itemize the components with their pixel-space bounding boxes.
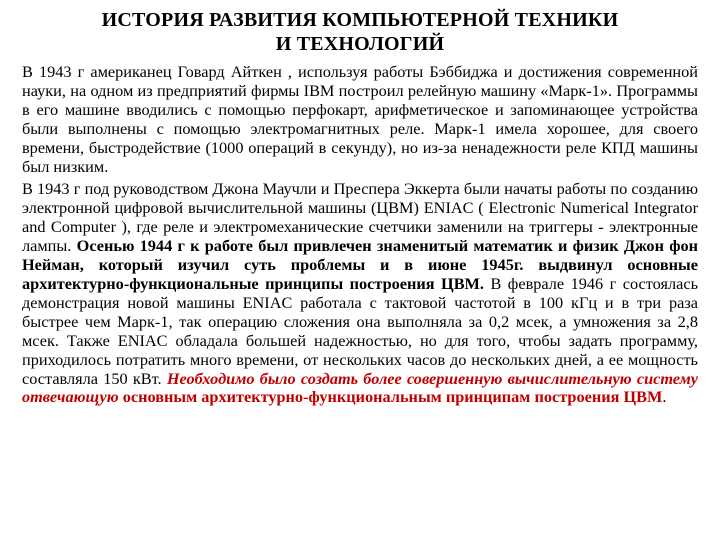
body-text [22, 63, 698, 407]
eniac-intro-text: В 1943 г под руководством Джона Маучли и Преспера Эккерта были начаты работы по созданию электронной цифровой вычислительной машины (ЦВМ) ENIAC ( Electronic Numerical Integrator and Computer ), где реле и электромеханические счетчики заменили на триггеры - электронные лампы. [22, 179, 698, 256]
paragraph-mark1: В 1943 г американец Говард Айткен , используя работы Бэббиджа и достижения современной науки, на одном из предприятий фирмы IBM построил релейную машину «Марк-1». Программы в его машине вводились с помощью перфокарт, арифметическое и запоминающее устройства были выполнены с помощью электромагнитных реле. Марк-1 имела хорошее, для своего времени, быстродействие (1000 операций в секунду), но из-за ненадежности реле КПД машины был низким. [22, 62, 698, 176]
title-line-2: И ТЕХНОЛОГИЙ [275, 33, 445, 55]
page-title [0, 8, 720, 56]
eniac-demo-text: В феврале 1946 г состоялась демонстрация новой машины ENIAC работала с тактовой частотой в 100 кГц и в три раза быстрее чем Марк-1, так операцию сложения она выполняла за 0,2 мсек, а умножения за 2,8 мсек. Также ENIAC обладала большей надежностью, но для того, чтобы задать программу, приходилось потратить много времени, от нескольких часов до нескольких дней, а ее мощность составляла 150 кВт. [22, 273, 698, 388]
conclusion-red-bold-text: основным архитектурно-функциональным принципам построения ЦВМ [122, 387, 663, 407]
title-line-1: ИСТОРИЯ РАЗВИТИЯ КОМПЬЮТЕРНОЙ ТЕХНИКИ [101, 9, 619, 31]
conclusion-red-italic-text: Необходимо было создать более совершенную вычислительную систему отвечающую [22, 368, 698, 407]
von-neumann-bold-text: Осенью 1944 г к работе был привлечен знаменитый математик и физик Джон фон Нейман, который изучил суть проблемы и в июне 1945г. выдвинул основные архитектурно-функциональные принципы построения ЦВМ. [22, 236, 698, 293]
paragraph-eniac [22, 180, 698, 407]
closing-period: . [662, 387, 667, 407]
